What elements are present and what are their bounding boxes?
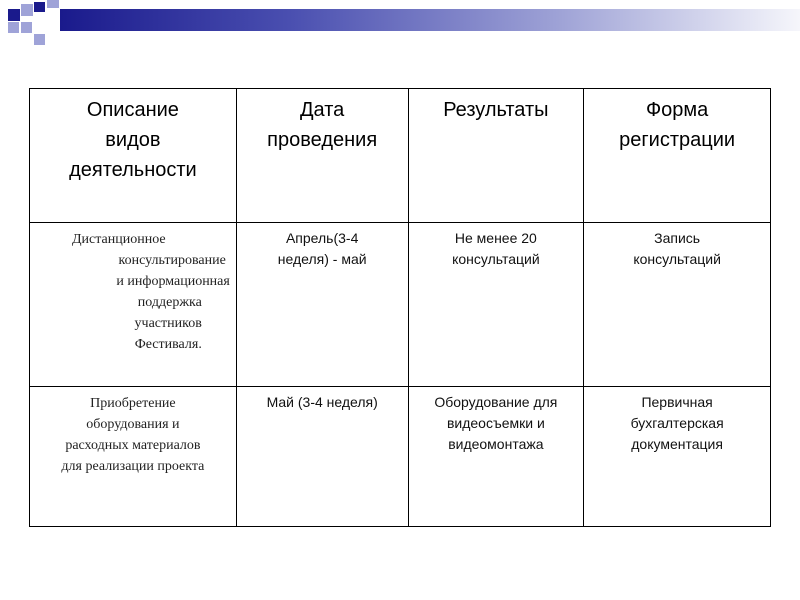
decor-square-3 [34, 2, 45, 12]
header-line: Описание [86, 99, 179, 121]
cell-line: Первичная [641, 394, 713, 410]
decor-square-4 [47, 0, 59, 8]
cell-line: Запись [654, 230, 701, 246]
header-line: Форма [645, 99, 709, 121]
table-cell-results [408, 223, 584, 387]
table-cell-date [236, 387, 408, 527]
header-cell-date [236, 89, 408, 223]
table-cell-description [30, 223, 237, 387]
header-line: Результаты [443, 99, 549, 121]
cell-line: оборудования и [86, 417, 180, 432]
cell-line: Приобретение [90, 396, 176, 411]
table-header-row [30, 89, 771, 223]
header-line: видов [105, 129, 161, 151]
header-gradient-band [60, 9, 800, 31]
table-row [30, 223, 771, 387]
decor-square-2 [21, 4, 33, 16]
decor-square-1 [8, 9, 20, 21]
cell-line: участников [134, 316, 202, 331]
cell-line: документация [631, 436, 723, 452]
table-row [30, 387, 771, 527]
cell-line: Май (3-4 неделя) [266, 394, 378, 410]
cell-line: видеосъемки и [446, 415, 545, 431]
cell-line: консультаций [452, 251, 540, 267]
cell-line: Дистанционное [72, 232, 166, 247]
activities-table [29, 88, 771, 527]
table-cell-registration-form [584, 223, 771, 387]
header-cell-results [408, 89, 584, 223]
header-line: Дата [300, 99, 345, 121]
header-line: проведения [267, 129, 378, 151]
cell-line: консультаций [633, 251, 721, 267]
cell-line: Оборудование для [434, 394, 558, 410]
header-line: деятельности [69, 159, 197, 181]
table-cell-registration-form [584, 387, 771, 527]
cell-line: Не менее 20 [454, 230, 537, 246]
decor-square-6 [21, 22, 32, 33]
cell-line: видеомонтажа [448, 436, 544, 452]
cell-line: консультирование [118, 253, 226, 268]
cell-line: Апрель(3-4 [285, 230, 359, 246]
header-cell-registration-form [584, 89, 771, 223]
cell-line: для реализации проекта [61, 459, 205, 474]
header-cell-description [30, 89, 237, 223]
decor-square-5 [8, 22, 19, 33]
decor-square-7 [34, 34, 45, 45]
cell-line: и информационная [116, 274, 230, 289]
header-line: регистрации [619, 129, 736, 151]
cell-line: Фестиваля. [134, 337, 202, 352]
table-cell-date [236, 223, 408, 387]
cell-line: неделя) - май [277, 251, 367, 267]
cell-line: расходных материалов [65, 438, 201, 453]
table-cell-description [30, 387, 237, 527]
cell-line: поддержка [137, 295, 202, 310]
cell-line: бухгалтерская [630, 415, 724, 431]
table-cell-results [408, 387, 584, 527]
